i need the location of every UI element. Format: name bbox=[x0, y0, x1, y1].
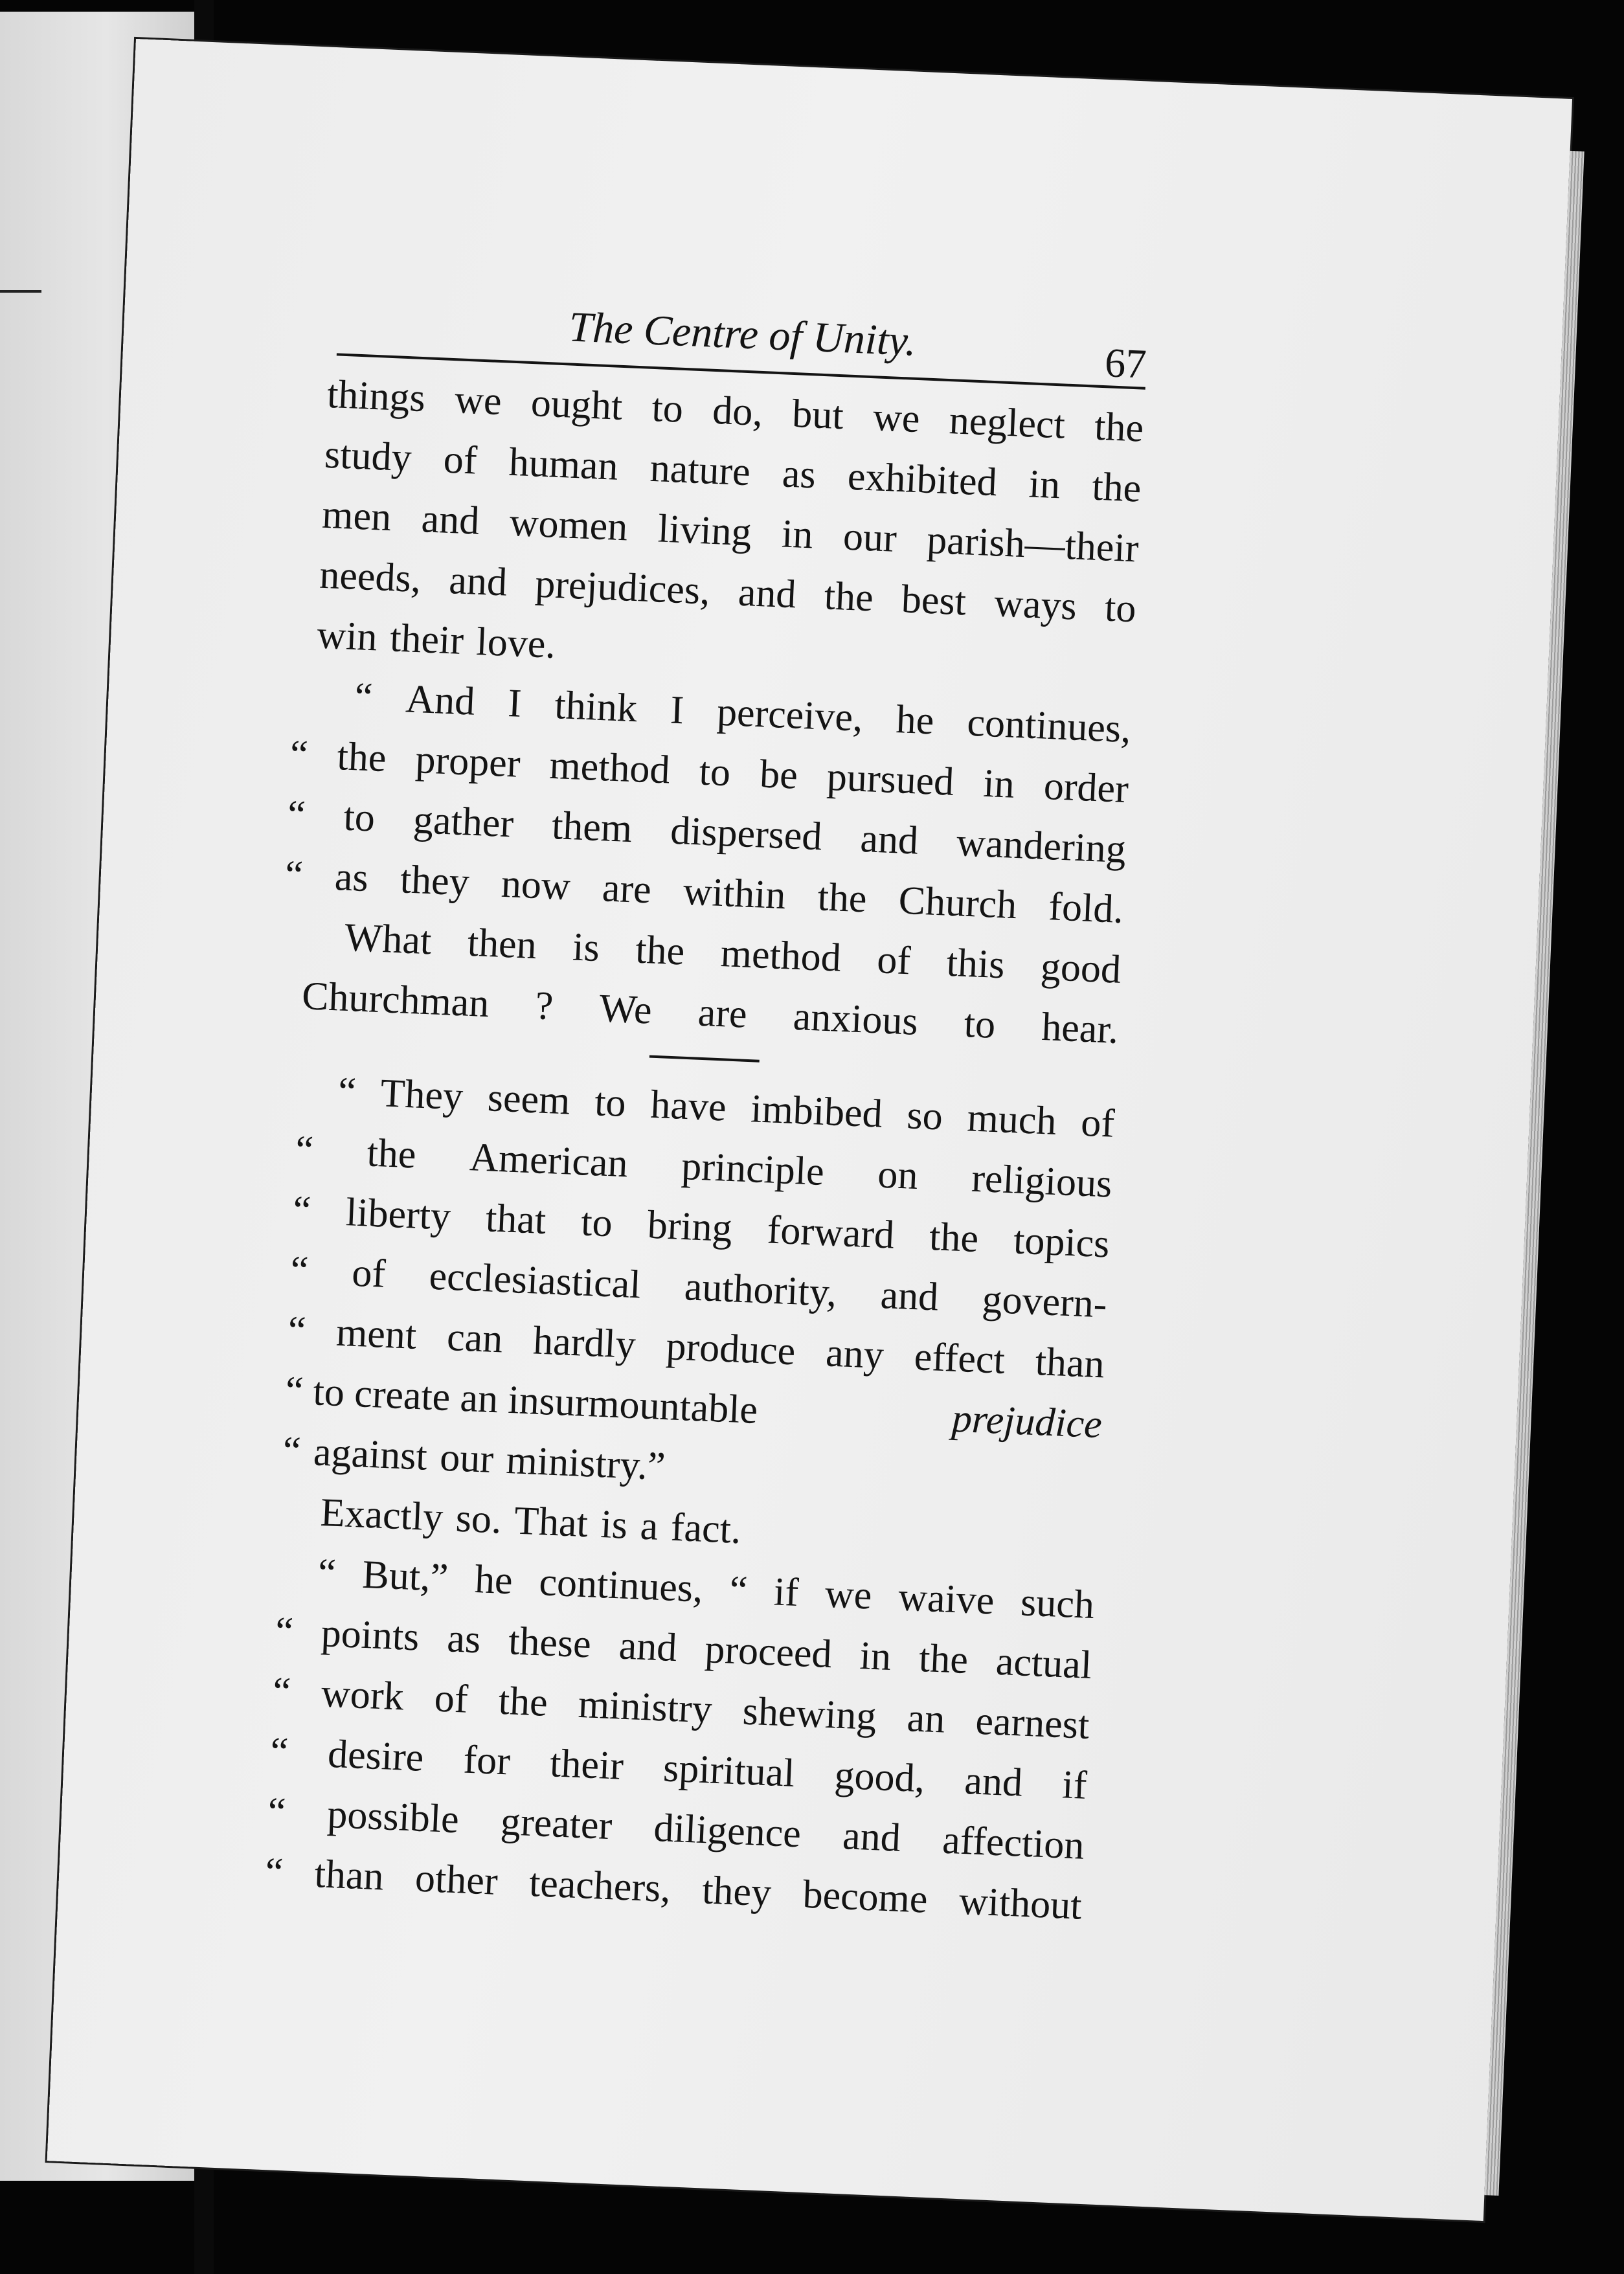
word: proceed bbox=[704, 1627, 833, 1677]
word: principle bbox=[681, 1143, 826, 1195]
word: “ bbox=[287, 1308, 307, 1353]
word: within bbox=[682, 869, 787, 918]
word: authority, bbox=[683, 1265, 838, 1315]
word: an bbox=[906, 1696, 946, 1742]
word: of bbox=[442, 437, 479, 483]
word: and bbox=[448, 558, 508, 605]
word: a bbox=[639, 1503, 659, 1549]
word: they bbox=[701, 1868, 773, 1915]
word: neglect bbox=[948, 398, 1066, 447]
word: other bbox=[414, 1856, 499, 1904]
word: ways bbox=[993, 581, 1078, 629]
word: teachers, bbox=[528, 1860, 672, 1911]
word: “ bbox=[728, 1568, 749, 1613]
word: become bbox=[802, 1872, 929, 1922]
word: “ bbox=[294, 1127, 315, 1173]
word: the bbox=[918, 1636, 969, 1682]
word: is bbox=[572, 925, 601, 971]
word: proper bbox=[414, 737, 521, 786]
word: and bbox=[618, 1623, 678, 1671]
word: than bbox=[313, 1852, 385, 1899]
word: study bbox=[323, 432, 413, 480]
word: than bbox=[1034, 1339, 1105, 1387]
word: to bbox=[593, 1080, 627, 1126]
word: actual bbox=[995, 1639, 1093, 1687]
word: effect bbox=[913, 1334, 1006, 1382]
word: bring bbox=[646, 1202, 734, 1251]
word: to bbox=[343, 794, 376, 840]
word: best bbox=[900, 577, 967, 624]
word: “ bbox=[271, 1669, 292, 1715]
word: gather bbox=[412, 798, 515, 846]
word: of bbox=[876, 938, 912, 984]
word: we bbox=[453, 377, 502, 424]
running-title: The Centre of Unity. bbox=[568, 303, 918, 365]
word: liberty bbox=[344, 1190, 452, 1239]
word: affection bbox=[942, 1818, 1085, 1868]
word: against bbox=[312, 1430, 429, 1479]
word: love. bbox=[475, 619, 557, 667]
word: imbibed bbox=[750, 1086, 884, 1136]
word: continues, bbox=[538, 1560, 705, 1611]
word: Church bbox=[897, 878, 1018, 928]
word: religious bbox=[971, 1156, 1113, 1206]
word: order bbox=[1043, 763, 1130, 812]
word: But,” bbox=[361, 1552, 449, 1601]
word: “ bbox=[274, 1609, 295, 1654]
previous-page-rule bbox=[0, 290, 41, 293]
word: “ bbox=[289, 1248, 310, 1293]
word: of bbox=[1080, 1100, 1116, 1146]
word: “ bbox=[286, 792, 306, 837]
word: “ bbox=[289, 732, 309, 778]
word: the bbox=[366, 1131, 417, 1177]
word: “ bbox=[282, 1428, 302, 1474]
word: and bbox=[879, 1272, 940, 1320]
word: prejudices, bbox=[534, 561, 712, 613]
word: in bbox=[859, 1634, 892, 1679]
word: fold. bbox=[1048, 884, 1125, 932]
word: women bbox=[508, 500, 629, 550]
word: do, bbox=[712, 388, 764, 435]
word: and bbox=[420, 497, 480, 543]
word: waive bbox=[897, 1575, 995, 1623]
word: American bbox=[468, 1135, 629, 1186]
book-page bbox=[47, 39, 1572, 2221]
word: Exactly bbox=[319, 1490, 444, 1540]
word: our bbox=[842, 514, 898, 561]
word: produce bbox=[665, 1324, 796, 1374]
word: things bbox=[326, 372, 427, 421]
word: “ bbox=[337, 1069, 357, 1114]
word: hear. bbox=[1041, 1004, 1120, 1052]
word: of bbox=[351, 1250, 387, 1296]
word: we bbox=[872, 395, 921, 442]
word: What bbox=[343, 915, 433, 963]
word: possible bbox=[326, 1792, 460, 1842]
word: ment bbox=[335, 1310, 418, 1358]
word: to bbox=[963, 1001, 997, 1047]
word: desire bbox=[326, 1731, 425, 1780]
word: ministry.” bbox=[505, 1437, 666, 1489]
word: in bbox=[1028, 462, 1061, 508]
word: parish—their bbox=[926, 517, 1140, 571]
word: “ bbox=[264, 1849, 284, 1895]
word: “ bbox=[269, 1729, 289, 1775]
word: if bbox=[773, 1570, 800, 1615]
word: ? bbox=[534, 984, 554, 1029]
word: their bbox=[389, 616, 465, 663]
word: needs, bbox=[319, 552, 422, 602]
word: have bbox=[649, 1082, 728, 1130]
word: we bbox=[824, 1571, 873, 1618]
word: ecclesiastical bbox=[428, 1254, 642, 1307]
word: win bbox=[316, 613, 379, 660]
word: their bbox=[548, 1741, 625, 1788]
word: work bbox=[320, 1671, 405, 1719]
word: I bbox=[669, 688, 685, 733]
word: if bbox=[1061, 1762, 1088, 1808]
page-number: 67 bbox=[1103, 339, 1147, 387]
word: as bbox=[446, 1616, 482, 1662]
word: and bbox=[737, 570, 797, 617]
word: exhibited bbox=[846, 454, 998, 505]
italic-word: prejudice bbox=[951, 1396, 1103, 1447]
word: are bbox=[697, 990, 748, 1037]
word: to bbox=[651, 385, 684, 431]
word: such bbox=[1019, 1580, 1096, 1628]
word: the bbox=[336, 734, 387, 781]
word: shewing bbox=[741, 1689, 877, 1739]
word: topics bbox=[1012, 1218, 1111, 1266]
word: them bbox=[550, 803, 633, 851]
word: the bbox=[1093, 404, 1145, 451]
word: “ bbox=[284, 852, 304, 897]
word: “ bbox=[292, 1188, 312, 1233]
word: hardly bbox=[532, 1318, 637, 1368]
word: They bbox=[379, 1071, 464, 1119]
word: forward bbox=[766, 1208, 896, 1257]
word: these bbox=[508, 1619, 592, 1667]
separator-dash bbox=[649, 1055, 760, 1063]
word: human bbox=[508, 440, 620, 489]
word: without bbox=[958, 1878, 1083, 1928]
word: points bbox=[320, 1611, 420, 1660]
word: then bbox=[466, 920, 538, 968]
word: nature bbox=[649, 445, 752, 495]
word: Churchman bbox=[300, 974, 490, 1026]
word: spiritual bbox=[662, 1746, 796, 1796]
word: be bbox=[758, 752, 799, 798]
word: good bbox=[1039, 944, 1122, 992]
word: to bbox=[1103, 585, 1137, 631]
word: That bbox=[513, 1498, 589, 1546]
word: and bbox=[964, 1758, 1024, 1805]
word: earnest bbox=[975, 1698, 1090, 1748]
word: method bbox=[719, 931, 842, 980]
text-line-main: “ to create an insurmountable bbox=[284, 1368, 759, 1433]
word: is bbox=[600, 1502, 629, 1548]
word: “ bbox=[267, 1789, 287, 1835]
word: they bbox=[399, 857, 471, 905]
word: We bbox=[598, 986, 653, 1033]
word: dispersed bbox=[670, 808, 823, 859]
word: of bbox=[433, 1676, 469, 1722]
word: seem bbox=[486, 1075, 571, 1123]
word: so. bbox=[455, 1496, 502, 1542]
word: diligence bbox=[653, 1805, 802, 1856]
word: that bbox=[484, 1196, 547, 1243]
word: the bbox=[823, 574, 875, 620]
word: think bbox=[554, 683, 638, 731]
word: wandering bbox=[955, 820, 1127, 872]
word: our bbox=[439, 1435, 495, 1482]
word: method bbox=[548, 743, 671, 793]
word: in bbox=[780, 512, 814, 557]
word: continues, bbox=[966, 700, 1133, 752]
word: to bbox=[580, 1200, 614, 1246]
word: govern- bbox=[981, 1277, 1108, 1327]
word: in bbox=[982, 761, 1016, 807]
page-body bbox=[264, 365, 1145, 1937]
word: ministry bbox=[577, 1682, 714, 1732]
word: I bbox=[507, 681, 523, 726]
word: he bbox=[895, 697, 935, 743]
word: and bbox=[841, 1814, 902, 1860]
word: can bbox=[445, 1314, 504, 1362]
word: much bbox=[966, 1096, 1057, 1143]
page-edge bbox=[1484, 151, 1584, 2196]
word: pursued bbox=[826, 754, 955, 804]
word: so bbox=[906, 1093, 944, 1139]
word: anxious bbox=[792, 994, 919, 1044]
word: the bbox=[928, 1214, 980, 1261]
word: the bbox=[497, 1678, 549, 1725]
word: “ bbox=[354, 675, 374, 720]
word: on bbox=[877, 1152, 919, 1199]
word: to bbox=[698, 749, 732, 795]
word: ought bbox=[530, 381, 624, 429]
word: for bbox=[462, 1737, 512, 1784]
word: are bbox=[601, 866, 653, 912]
word: but bbox=[791, 391, 845, 438]
word: fact. bbox=[670, 1505, 742, 1553]
word: And bbox=[405, 677, 476, 724]
word: greater bbox=[499, 1799, 613, 1849]
word: the bbox=[635, 927, 686, 974]
word: the bbox=[1091, 464, 1142, 511]
word: men bbox=[321, 492, 392, 540]
word: the bbox=[817, 875, 868, 921]
word: any bbox=[824, 1331, 885, 1378]
word: and bbox=[859, 816, 919, 863]
word: living bbox=[657, 506, 753, 555]
word: as bbox=[781, 451, 817, 497]
word: good, bbox=[833, 1753, 926, 1801]
word: now bbox=[500, 861, 572, 909]
word: this bbox=[945, 940, 1006, 987]
word: he bbox=[473, 1557, 514, 1603]
word: “ bbox=[317, 1550, 337, 1595]
word: perceive, bbox=[716, 690, 864, 740]
word: as bbox=[333, 855, 370, 901]
